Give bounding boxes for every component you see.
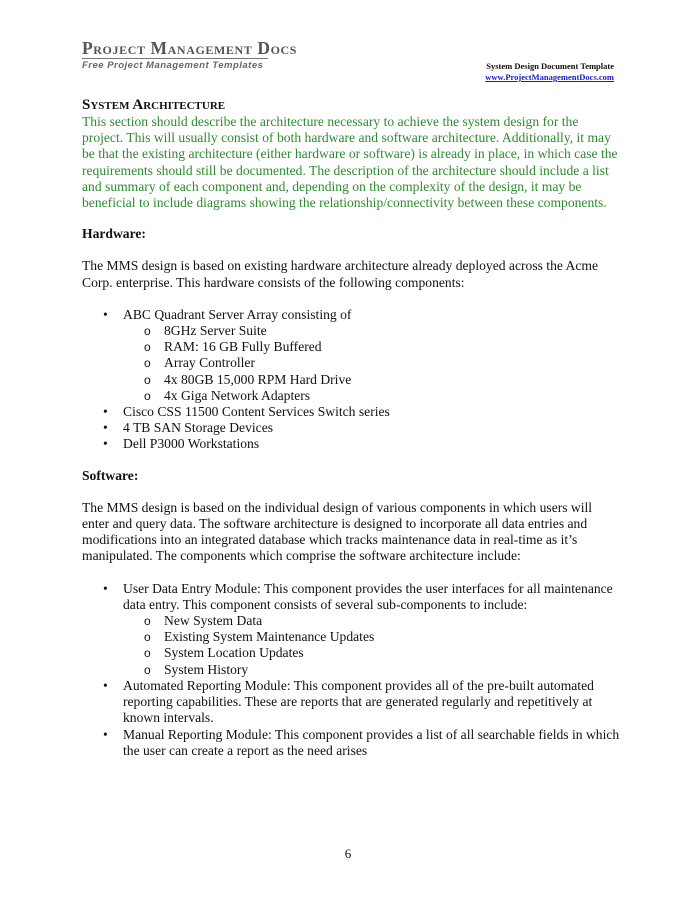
list-item: • Manual Reporting Module: This component provides a list of all searchable fields in which the user can create a report as the need arises xyxy=(82,727,622,759)
sub-list xyxy=(123,323,622,404)
software-list xyxy=(82,581,622,759)
logo-tagline: Free Project Management Templates xyxy=(82,58,268,71)
sub-list-item: o Existing System Maintenance Updates xyxy=(123,629,622,645)
list-item-text: User Data Entry Module: This component provides the user interfaces for all maintenance data entry. This component consists of several sub-components to include: xyxy=(123,580,613,612)
list-item: • Dell P3000 Workstations xyxy=(82,436,622,452)
page-number: 6 xyxy=(344,846,352,861)
list-item: • Cisco CSS 11500 Content Services Switch series xyxy=(82,404,622,420)
software-heading: Software: xyxy=(82,467,139,483)
sub-list-item: o Array Controller xyxy=(123,355,622,371)
sub-list xyxy=(123,613,622,678)
list-item xyxy=(82,307,622,404)
section-instructions: This section should describe the architecture necessary to achieve the system design for the project. This will usually consist of both hardware and software architecture. Additionally, it may be that the existing architecture (either hardware or software) is already in place, in which case the requirements should still be documented. The description of the architecture should include a list and summary of each component and, depending on the complexity of the design, it may be beneficial to include diagrams showing the relationship/connectivity between these components. xyxy=(82,114,618,211)
page-content xyxy=(82,97,622,759)
hardware-heading: Hardware: xyxy=(82,226,146,242)
hardware-list xyxy=(82,307,622,453)
sub-list-item: o 4x 80GB 15,000 RPM Hard Drive xyxy=(123,372,622,388)
sub-list-item: o System History xyxy=(123,662,622,678)
sub-list-item: o 8GHz Server Suite xyxy=(123,323,622,339)
hardware-intro: The MMS design is based on existing hardware architecture already deployed across the Acme Corp. enterprise. This hardware consists of the following components: xyxy=(82,258,599,290)
list-item: • 4 TB SAN Storage Devices xyxy=(82,420,622,436)
sub-list-item: o New System Data xyxy=(123,613,622,629)
sub-list-item: o 4x Giga Network Adapters xyxy=(123,388,622,404)
list-item: • Automated Reporting Module: This component provides all of the pre-built automated reporting capabilities. These are reports that are generated regularly and repetitively at known intervals. xyxy=(82,678,622,727)
software-intro: The MMS design is based on the individual design of various components in which users will enter and query data. The software architecture is designed to incorporate all data entries and modifications into an integrated database which tracks maintenance data in real-time as it’s manipulated. The components which comprise the software architecture include: xyxy=(82,499,593,564)
website-link[interactable]: www.ProjectManagementDocs.com xyxy=(485,72,614,82)
logo-title: Project Management Docs xyxy=(82,38,298,58)
sub-list-item: o System Location Updates xyxy=(123,645,622,661)
section-title: System Architecture xyxy=(82,97,226,113)
document-title: System Design Document Template xyxy=(486,61,614,71)
sub-list-item: o RAM: 16 GB Fully Buffered xyxy=(123,339,622,355)
list-item xyxy=(82,581,622,678)
document-meta xyxy=(485,61,614,83)
logo xyxy=(82,38,297,71)
list-item-text: ABC Quadrant Server Array consisting of xyxy=(123,306,352,322)
